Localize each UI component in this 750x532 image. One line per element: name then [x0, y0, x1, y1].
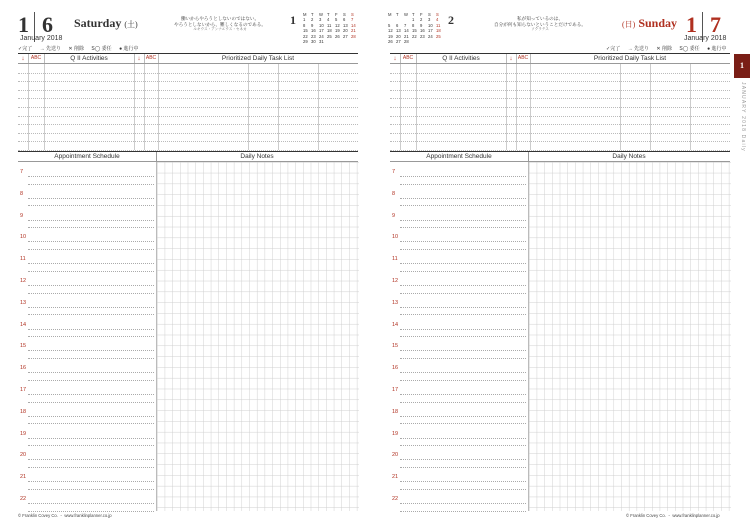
month-year: January 2018: [20, 35, 63, 42]
task-list[interactable]: [18, 64, 358, 150]
hour-label: 14: [20, 321, 27, 328]
hour-label: 15: [20, 343, 27, 350]
hour-label: 13: [392, 299, 399, 306]
hour-line: [400, 503, 526, 504]
abc-column-header: ABC: [28, 54, 45, 63]
calendar-day: 13: [396, 28, 401, 34]
calendar-day: 10: [319, 22, 324, 28]
task-header: [18, 53, 358, 64]
hour-line: [28, 329, 154, 330]
task-column-line: [416, 64, 417, 150]
task-row-line: [390, 73, 730, 74]
legend-delete: ✕ 削除: [68, 46, 84, 52]
calendar-day: [327, 39, 335, 44]
weekday-initial: M: [388, 12, 392, 17]
half-hour-line: [400, 445, 526, 446]
calendar-day: 17: [428, 28, 433, 34]
calendar-day: 19: [335, 28, 340, 34]
half-hour-line: [400, 205, 526, 206]
task-column-line: [650, 64, 651, 150]
calendar-day: 1: [412, 17, 415, 23]
task-row-line: [18, 98, 358, 99]
calendar-day: 10: [428, 22, 433, 28]
calendar-day: 21: [351, 28, 356, 34]
hour-line: [400, 350, 526, 351]
calendar-day: 6: [396, 22, 399, 28]
half-hour-line: [28, 271, 154, 272]
half-hour-line: [400, 489, 526, 490]
hour-line: [400, 394, 526, 395]
half-hour-line: [400, 402, 526, 403]
daily-notes-grid[interactable]: [528, 162, 731, 511]
half-hour-line: [400, 423, 526, 424]
calendar-day: 2: [311, 17, 314, 23]
hour-line: [28, 394, 154, 395]
hour-label: 7: [20, 169, 24, 175]
hour-line: [400, 438, 526, 439]
footer-copyright: © Franklin Covey Co. ・ www.franklinplanner.co.jp: [18, 513, 112, 518]
hour-label: 9: [20, 212, 24, 219]
half-hour-line: [28, 227, 154, 228]
quote-line-1: 私が知っているのは、: [517, 16, 563, 21]
weekday-kanji: (土): [124, 20, 138, 29]
status-legend: [18, 45, 145, 52]
hour-label: 13: [20, 299, 27, 306]
half-hour-line: [28, 358, 154, 359]
hour-line: [28, 307, 154, 308]
half-hour-line: [28, 402, 154, 403]
half-hour-line: [28, 423, 154, 424]
hour-line: [28, 241, 154, 242]
calendar-day: 3: [428, 17, 431, 23]
legend-complete: ✓完了: [606, 46, 621, 52]
calendar-day: 14: [351, 22, 356, 28]
mini-calendar-grid: [303, 12, 359, 44]
weekday-initial: T: [327, 12, 330, 17]
hour-line: [28, 372, 154, 373]
hour-label: 11: [392, 256, 398, 263]
calendar-day: 20: [343, 28, 348, 34]
weekday-initial: W: [319, 12, 323, 17]
hour-line: [28, 176, 154, 177]
half-hour-line: [400, 293, 526, 294]
hour-label: 20: [20, 452, 27, 459]
quote-author: ルキウス・アンナエウス・セネカ: [193, 27, 247, 32]
task-row-line: [390, 124, 730, 125]
prioritized-header: Prioritized Daily Task List: [593, 55, 667, 62]
calendar-day: 11: [327, 22, 332, 28]
calendar-day: 24: [319, 33, 324, 39]
half-hour-line: [400, 227, 526, 228]
hour-line: [400, 459, 526, 460]
task-row-line: [390, 116, 730, 117]
hour-line: [400, 285, 526, 286]
hour-line: [400, 176, 526, 177]
weekday-initial: W: [404, 12, 408, 17]
calendar-day: 1: [303, 17, 306, 23]
hour-label: 8: [392, 190, 396, 197]
calendar-day: 13: [343, 22, 348, 28]
task-row-line: [390, 90, 730, 91]
hour-label: 21: [20, 474, 27, 481]
half-hour-line: [28, 380, 154, 381]
hour-line: [400, 481, 526, 482]
calendar-day: 25: [327, 33, 332, 39]
quote-line-2: やろうとしないから、難しくなるのである。: [174, 21, 266, 27]
weekday-kanji: (日): [622, 20, 636, 29]
appointment-schedule[interactable]: [390, 162, 528, 512]
task-row-line: [18, 116, 358, 117]
weekday-initial: T: [311, 12, 314, 17]
task-column-line: [516, 64, 517, 150]
calendar-day: 17: [319, 28, 324, 34]
task-row-line: [18, 81, 358, 82]
half-hour-line: [400, 184, 526, 185]
calendar-day: 3: [319, 17, 322, 23]
prioritized-header: Prioritized Daily Task List: [221, 55, 295, 62]
weekday-initial: T: [396, 12, 399, 17]
hour-line: [28, 459, 154, 460]
hour-line: [28, 198, 154, 199]
mini-calendar-month: 2: [448, 13, 454, 27]
weekday-initial: S: [351, 12, 354, 17]
calendar-day: 24: [428, 33, 433, 39]
calendar-day: [436, 39, 444, 44]
hour-line: [28, 285, 154, 286]
half-hour-line: [28, 314, 154, 315]
hour-line: [28, 263, 154, 264]
appointment-schedule[interactable]: [18, 162, 156, 512]
calendar-day: 19: [388, 33, 393, 39]
calendar-day: 23: [420, 33, 425, 39]
legend-delete: ✕ 削除: [656, 46, 672, 52]
task-row-line: [390, 133, 730, 134]
notes-header: Daily Notes: [612, 153, 646, 160]
daily-notes-grid[interactable]: [156, 162, 359, 511]
weekday-initial: F: [420, 12, 423, 17]
month-number: 1: [18, 12, 29, 37]
quote-line-2: 自分が何も知らないということだけである。: [494, 21, 586, 27]
hour-line: [400, 198, 526, 199]
calendar-day: 16: [311, 28, 316, 34]
calendar-day: 29: [303, 39, 308, 45]
activities-header: Q II Activities: [44, 54, 135, 63]
calendar-day: [335, 39, 343, 44]
task-row-line: [18, 124, 358, 125]
weekday: [74, 16, 138, 31]
appointment-header: Appointment Schedule: [390, 152, 529, 161]
calendar-day: 4: [327, 17, 330, 23]
task-column-line: [28, 64, 29, 150]
day-number: 7: [710, 12, 721, 37]
left-page: [14, 0, 362, 532]
calendar-day: 26: [388, 39, 393, 45]
half-hour-line: [28, 489, 154, 490]
calendar-day: 18: [436, 28, 441, 34]
notes-header: Daily Notes: [240, 153, 274, 160]
calendar-day: 27: [343, 33, 348, 39]
task-column-line: [506, 64, 507, 150]
hour-label: 18: [392, 408, 399, 415]
calendar-day: [412, 39, 420, 44]
activities-header: Q II Activities: [416, 54, 507, 63]
abc-column-header-2: ABC: [144, 54, 159, 63]
task-row-line: [18, 73, 358, 74]
calendar-day: [428, 39, 436, 44]
task-column-line: [620, 64, 621, 150]
task-column-line: [318, 64, 319, 150]
calendar-day: 23: [311, 33, 316, 39]
task-row-line: [390, 98, 730, 99]
task-row-line: [18, 141, 358, 142]
hour-label: 10: [20, 234, 27, 241]
calendar-day: 15: [303, 28, 308, 34]
arrow-column-header: ↓: [18, 54, 29, 63]
hour-label: 17: [20, 387, 27, 393]
hour-label: 8: [20, 190, 24, 197]
task-row-line: [390, 107, 730, 108]
calendar-day: 8: [303, 22, 306, 28]
task-column-line: [158, 64, 159, 150]
calendar-day: [351, 39, 359, 44]
hour-label: 11: [20, 256, 26, 263]
calendar-day: 6: [343, 17, 346, 23]
hour-label: 12: [20, 278, 27, 284]
hour-label: 14: [392, 321, 399, 328]
hour-line: [28, 481, 154, 482]
calendar-day: 27: [396, 39, 401, 45]
daily-quote: [490, 16, 590, 33]
legend-forward: → 先送り: [627, 46, 649, 52]
hour-label: 12: [392, 278, 399, 284]
weekday-initial: M: [303, 12, 307, 17]
legend-inprogress: ● 進行中: [707, 46, 727, 52]
calendar-day: 12: [388, 28, 393, 34]
calendar-day: 25: [436, 33, 441, 39]
calendar-day: 26: [335, 33, 340, 39]
month-tab[interactable]: 1: [734, 54, 750, 78]
hour-line: [400, 241, 526, 242]
calendar-day: [343, 39, 351, 44]
task-column-line: [690, 64, 691, 150]
task-row-line: [390, 81, 730, 82]
weekday-initial: S: [343, 12, 346, 17]
hour-line: [28, 438, 154, 439]
task-column-line: [400, 64, 401, 150]
weekday-label: Saturday: [74, 16, 122, 30]
calendar-day: 4: [436, 17, 439, 23]
hour-label: 19: [392, 430, 399, 437]
calendar-day: 11: [436, 22, 441, 28]
hour-label: 22: [392, 496, 399, 502]
hour-line: [28, 416, 154, 417]
hour-line: [28, 503, 154, 504]
task-column-line: [144, 64, 145, 150]
calendar-day: 28: [351, 33, 356, 39]
hour-line: [400, 372, 526, 373]
half-hour-line: [28, 511, 154, 512]
hour-label: 9: [392, 212, 396, 219]
calendar-day: [420, 39, 428, 44]
hour-line: [400, 329, 526, 330]
calendar-day: 16: [420, 28, 425, 34]
weekday: [622, 16, 677, 31]
task-header: [390, 53, 730, 64]
hour-line: [400, 263, 526, 264]
appointment-header: Appointment Schedule: [18, 152, 157, 161]
hour-label: 17: [392, 387, 399, 393]
task-column-line: [248, 64, 249, 150]
hour-label: 22: [20, 496, 27, 502]
calendar-day: 5: [335, 17, 338, 23]
task-row-line: [18, 133, 358, 134]
hour-line: [400, 416, 526, 417]
task-column-line: [134, 64, 135, 150]
mini-calendar-grid: [388, 12, 444, 44]
half-hour-line: [400, 336, 526, 337]
calendar-day: 20: [396, 33, 401, 39]
right-page: [386, 0, 734, 532]
calendar-day: 2: [420, 17, 423, 23]
half-hour-line: [400, 380, 526, 381]
month-tab-vertical-text: JANUARY 2018 Daily: [740, 82, 746, 152]
half-hour-line: [400, 467, 526, 468]
half-hour-line: [28, 249, 154, 250]
weekday-initial: S: [428, 12, 431, 17]
calendar-day: 7: [404, 22, 407, 28]
weekday-initial: S: [436, 12, 439, 17]
half-hour-line: [400, 358, 526, 359]
abc-column-header: ABC: [400, 54, 417, 63]
quote-line-1: 働いからやろうとしないのではない。: [180, 16, 260, 21]
half-hour-line: [400, 511, 526, 512]
hour-label: 7: [392, 169, 396, 175]
half-hour-line: [400, 314, 526, 315]
weekday-initial: T: [412, 12, 415, 17]
month-number: 1: [686, 12, 697, 37]
weekday-label: Sunday: [638, 16, 678, 30]
arrow-column-header-2: ↓: [134, 54, 145, 63]
status-legend: [606, 45, 733, 52]
calendar-day: 22: [303, 33, 308, 39]
quote-author: ソクラテス: [531, 27, 549, 32]
daily-quote: [170, 16, 270, 33]
hour-label: 10: [392, 234, 399, 241]
legend-inprogress: ● 進行中: [119, 46, 139, 52]
abc-column-header-2: ABC: [516, 54, 531, 63]
calendar-day: 22: [412, 33, 417, 39]
calendar-day: 28: [404, 39, 409, 45]
calendar-day: 9: [420, 22, 423, 28]
calendar-day: 21: [404, 33, 409, 39]
half-hour-line: [28, 205, 154, 206]
schedule-header: [18, 151, 358, 162]
calendar-day: 18: [327, 28, 332, 34]
arrow-column-header: ↓: [390, 54, 401, 63]
hour-line: [400, 220, 526, 221]
calendar-day: 30: [311, 39, 316, 45]
hour-line: [28, 350, 154, 351]
calendar-day: 31: [319, 39, 324, 45]
hour-label: 16: [20, 365, 27, 372]
hour-line: [28, 220, 154, 221]
task-row-line: [18, 107, 358, 108]
half-hour-line: [400, 271, 526, 272]
half-hour-line: [28, 293, 154, 294]
calendar-day: 9: [311, 22, 314, 28]
mini-calendar-month: 1: [290, 13, 296, 27]
task-column-line: [278, 64, 279, 150]
half-hour-line: [28, 445, 154, 446]
footer-copyright: © Franklin Covey Co. ・ www.franklinplanner.co.jp: [626, 513, 720, 518]
task-row-line: [18, 90, 358, 91]
hour-label: 15: [392, 343, 399, 350]
legend-forward: → 先送り: [39, 46, 61, 52]
weekday-initial: F: [335, 12, 338, 17]
half-hour-line: [28, 336, 154, 337]
calendar-day: 12: [335, 22, 340, 28]
calendar-day: 8: [412, 22, 415, 28]
calendar-day: 5: [388, 22, 391, 28]
hour-label: 20: [392, 452, 399, 459]
month-year: January 2018: [684, 35, 727, 42]
hour-label: 18: [20, 408, 27, 415]
calendar-day: 14: [404, 28, 409, 34]
hour-label: 21: [392, 474, 399, 481]
half-hour-line: [400, 249, 526, 250]
hour-label: 16: [392, 365, 399, 372]
legend-delegate: S◯ 委任: [91, 46, 112, 52]
day-number: 6: [42, 12, 53, 37]
half-hour-line: [28, 184, 154, 185]
hour-line: [400, 307, 526, 308]
task-row-line: [390, 141, 730, 142]
calendar-day: 15: [412, 28, 417, 34]
legend-delegate: S◯ 委任: [679, 46, 700, 52]
legend-complete: ✓完了: [18, 46, 33, 52]
arrow-column-header-2: ↓: [506, 54, 517, 63]
task-column-line: [44, 64, 45, 150]
hour-label: 19: [20, 430, 27, 437]
schedule-header: [390, 151, 730, 162]
task-column-line: [530, 64, 531, 150]
calendar-day: 7: [351, 17, 354, 23]
task-list[interactable]: [390, 64, 730, 150]
half-hour-line: [28, 467, 154, 468]
